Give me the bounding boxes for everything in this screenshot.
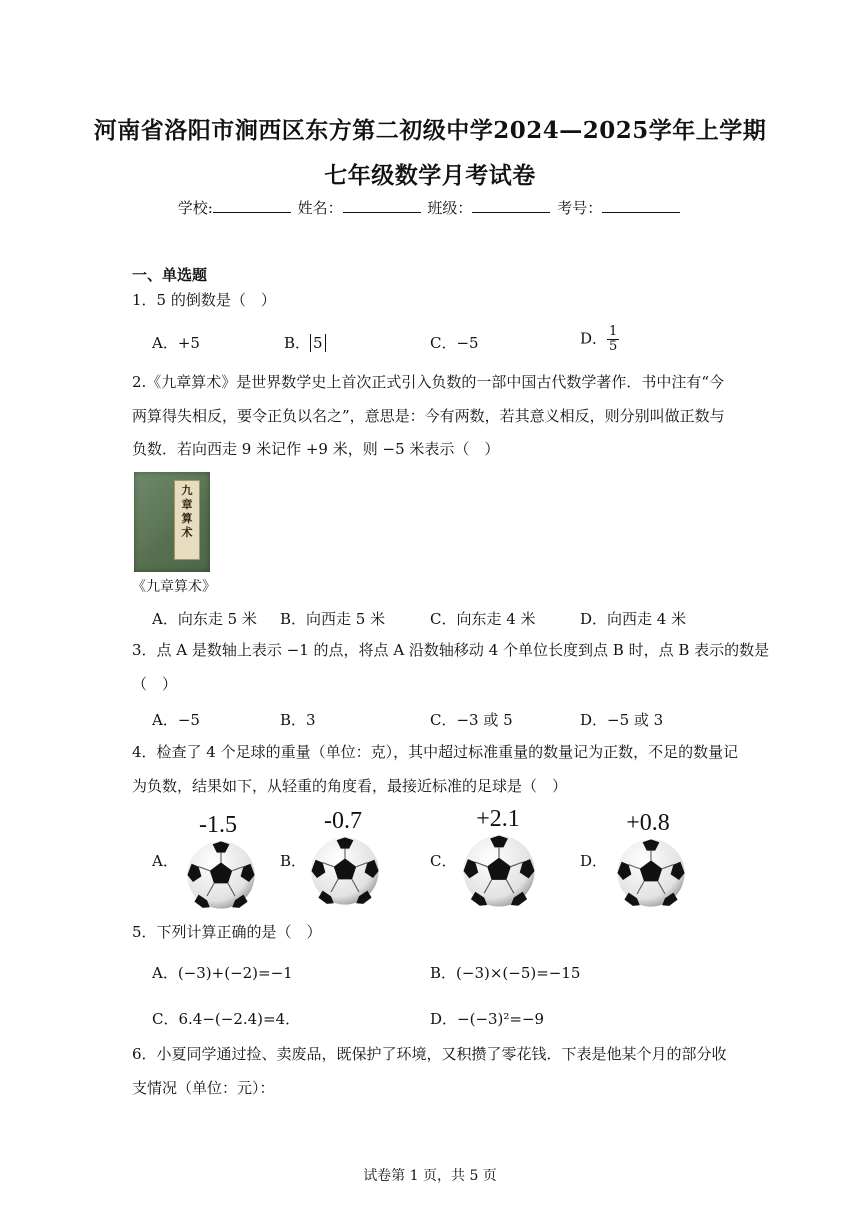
- class-label: 班级：: [427, 199, 473, 217]
- name-label: 姓名：: [297, 199, 343, 217]
- school-label: 学校:: [177, 199, 213, 217]
- ball-d-weight: +0.8: [626, 810, 670, 836]
- q4-option-c[interactable]: C．: [430, 852, 457, 870]
- book-title-label: [174, 480, 200, 560]
- question-6-stem-line1: 6．小夏同学通过捡、卖废品，既保护了环境，又积攒了零花钱．下表是他某个月的部分收: [132, 1045, 727, 1063]
- book-char: 算: [181, 512, 193, 525]
- question-5-stem: 5．下列计算正确的是（ ）: [132, 923, 322, 941]
- question-2-stem-line1: 2.《九章算术》是世界数学史上首次正式引入负数的一部中国古代数学著作．书中注有“今: [132, 373, 724, 391]
- q1-option-b[interactable]: [284, 332, 326, 353]
- exam-number-blank[interactable]: [602, 198, 680, 213]
- q4-option-d[interactable]: D．: [580, 852, 608, 870]
- q3-option-a[interactable]: A．−5: [152, 711, 200, 729]
- question-3-stem-line1: 3．点 A 是数轴上表示 −1 的点，将点 A 沿数轴移动 4 个单位长度到点 B 时，点 B 表示的数是: [132, 641, 770, 659]
- question-4-stem-line2: 为负数，结果如下，从轻重的角度看，最接近标准的足球是（ ）: [132, 777, 568, 795]
- q5-option-b[interactable]: B．(−3)×(−5)=−15: [430, 964, 581, 982]
- q3-option-d[interactable]: D．−5 或 3: [580, 711, 664, 729]
- q1-option-d[interactable]: [580, 325, 619, 354]
- q1-option-a[interactable]: A．+5: [152, 334, 200, 352]
- q1-option-b-letter: B．: [284, 334, 311, 352]
- question-3-stem-line2: （ ）: [132, 675, 178, 693]
- ball-c-weight: +2.1: [476, 806, 520, 832]
- book-image-caption: 《九章算术》: [132, 579, 216, 595]
- q1-option-d-fraction: [607, 325, 619, 354]
- q2-option-d[interactable]: D．向西走 4 米: [580, 610, 687, 628]
- question-2-stem-line3: 负数．若向西走 9 米记作 +9 米，则 −5 米表示（ ）: [132, 440, 500, 458]
- book-char: 九: [181, 484, 193, 497]
- soccer-ball-icon: [310, 836, 380, 906]
- q3-option-b[interactable]: B．3: [280, 711, 316, 729]
- q4-option-b[interactable]: B．: [280, 852, 307, 870]
- q5-option-c[interactable]: C．6.4−(−2.4)=4．: [152, 1010, 301, 1028]
- q5-option-a[interactable]: A．(−3)+(−2)=−1: [152, 964, 293, 982]
- fraction-numerator: 1: [609, 324, 618, 339]
- jiuzhang-suanshu-book-image: [134, 472, 210, 572]
- class-blank[interactable]: [472, 198, 550, 213]
- ball-a-weight: -1.5: [199, 812, 237, 838]
- question-6-stem-line2: 支情况（单位：元）：: [132, 1079, 275, 1097]
- q2-option-b[interactable]: B．向西走 5 米: [280, 610, 386, 628]
- soccer-ball-icon: [616, 838, 686, 908]
- fraction-denominator: 5: [609, 339, 618, 354]
- q1-option-d-letter: D．: [580, 329, 608, 348]
- q5-option-d[interactable]: D．−(−3)²=−9: [430, 1010, 545, 1028]
- exam-title-line1: 河南省洛阳市涧西区东方第二初级中学2024—2025学年上学期: [93, 117, 767, 144]
- name-blank[interactable]: [343, 198, 421, 213]
- student-info-row: [0, 197, 860, 218]
- q2-option-a[interactable]: A．向东走 5 米: [152, 610, 257, 628]
- soccer-ball-icon: [186, 840, 256, 910]
- page-footer: 试卷第 1 页，共 5 页: [363, 1168, 497, 1184]
- section-title: 一、单选题: [132, 266, 208, 284]
- q3-option-c[interactable]: C．−3 或 5: [430, 711, 513, 729]
- question-4-stem-line1: 4．检查了 4 个足球的重量（单位：克），其中超过标准重量的数量记为正数，不足的数量记: [132, 743, 739, 761]
- ball-b-weight: -0.7: [324, 808, 362, 834]
- q4-option-a[interactable]: A．: [152, 852, 178, 870]
- q1-option-b-value: 5: [310, 334, 326, 352]
- book-char: 章: [181, 498, 193, 511]
- question-2-stem-line2: 两算得失相反，要令正负以名之”，意思是：今有两数，若其意义相反，则分别叫做正数与: [132, 407, 725, 425]
- school-blank[interactable]: [213, 198, 291, 213]
- soccer-ball-icon: [462, 834, 536, 908]
- exam-number-label: 考号：: [557, 199, 603, 217]
- q1-option-c[interactable]: C．−5: [430, 334, 479, 352]
- exam-title-line2: 七年级数学月考试卷: [324, 162, 536, 189]
- question-1-stem: 1．5 的倒数是（ ）: [132, 291, 276, 309]
- book-char: 术: [181, 526, 193, 539]
- q2-option-c[interactable]: C．向东走 4 米: [430, 610, 536, 628]
